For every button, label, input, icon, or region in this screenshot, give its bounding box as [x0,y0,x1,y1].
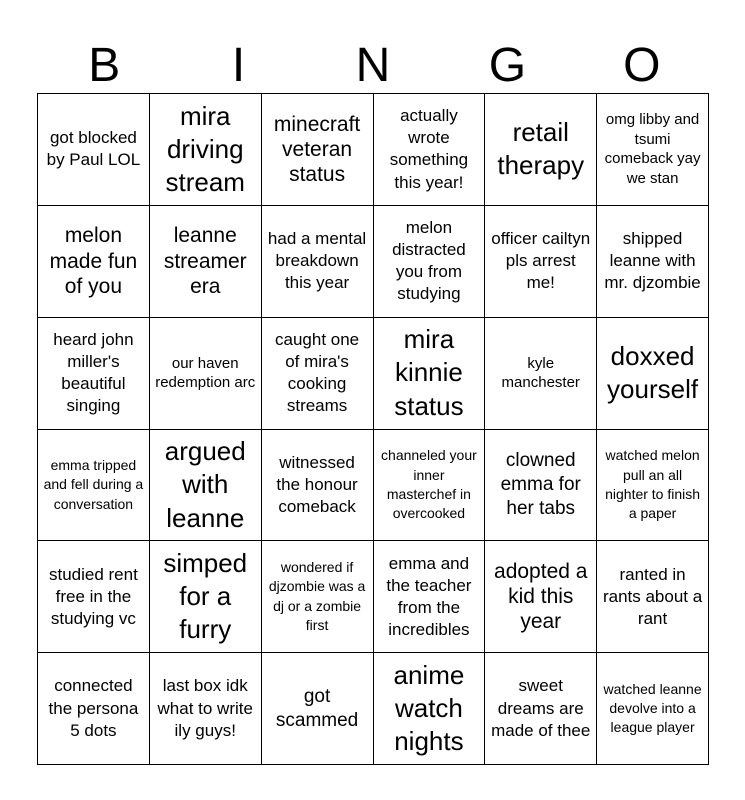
bingo-cell[interactable]: mira kinnie status [374,318,486,430]
bingo-cell[interactable]: retail therapy [485,94,597,206]
bingo-cell[interactable]: anime watch nights [374,653,486,765]
bingo-cell[interactable]: sweet dreams are made of thee [485,653,597,765]
bingo-cell[interactable]: witnessed the honour comeback [262,430,374,542]
bingo-cell[interactable]: leanne streamer era [150,206,262,318]
bingo-cell[interactable]: clowned emma for her tabs [485,430,597,542]
bingo-cell[interactable]: minecraft veteran status [262,94,374,206]
bingo-cell[interactable]: ranted in rants about a rant [597,541,709,653]
bingo-cell[interactable]: watched leanne devolve into a league player [597,653,709,765]
bingo-cell[interactable]: actually wrote something this year! [374,94,486,206]
bingo-cell[interactable]: had a mental breakdown this year [262,206,374,318]
bingo-cell[interactable]: last box idk what to write ily guys! [150,653,262,765]
title-letter-i: I [231,39,246,92]
bingo-cell[interactable]: simped for a furry [150,541,262,653]
bingo-cell[interactable]: caught one of mira's cooking streams [262,318,374,430]
bingo-cell[interactable]: mira driving stream [150,94,262,206]
bingo-cell[interactable]: emma tripped and fell during a conversation [38,430,150,542]
bingo-cell[interactable]: studied rent free in the studying vc [38,541,150,653]
bingo-cell[interactable]: emma and the teacher from the incredibles [374,541,486,653]
bingo-cell[interactable]: watched melon pull an all nighter to finish a paper [597,430,709,542]
bingo-cell[interactable]: melon distracted you from studying [374,206,486,318]
bingo-cell[interactable]: argued with leanne [150,430,262,542]
bingo-cell[interactable]: wondered if djzombie was a dj or a zombie first [262,541,374,653]
bingo-cell[interactable]: got blocked by Paul LOL [38,94,150,206]
bingo-cell[interactable]: officer cailtyn pls arrest me! [485,206,597,318]
bingo-cell[interactable]: omg libby and tsumi comeback yay we stan [597,94,709,206]
bingo-cell[interactable]: connected the persona 5 dots [38,653,150,765]
bingo-cell[interactable]: heard john miller's beautiful singing [38,318,150,430]
bingo-cell[interactable]: channeled your inner masterchef in overcooked [374,430,486,542]
bingo-cell[interactable]: adopted a kid this year [485,541,597,653]
title-letter-n: N [355,39,391,92]
bingo-cell[interactable]: got scammed [262,653,374,765]
bingo-grid [37,93,709,765]
bingo-cell[interactable]: shipped leanne with mr. djzombie [597,206,709,318]
bingo-cell[interactable]: kyle manchester [485,318,597,430]
bingo-cell[interactable]: doxxed yourself [597,318,709,430]
title-letter-g: G [488,39,527,92]
title-letter-b: B [88,39,121,92]
title-letter-o: O [623,39,661,92]
bingo-title [37,38,709,94]
bingo-cell[interactable]: our haven redemption arc [150,318,262,430]
bingo-cell[interactable]: melon made fun of you [38,206,150,318]
